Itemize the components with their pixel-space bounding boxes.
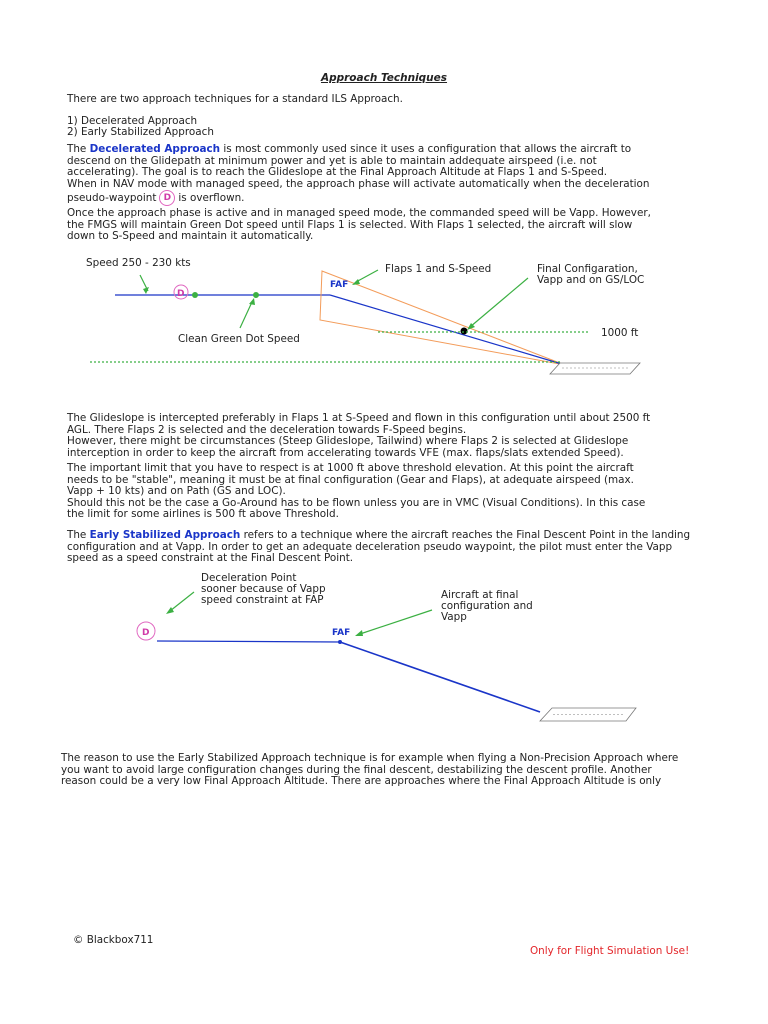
list-item: 2) Early Stabilized Approach (67, 126, 214, 138)
para-prefix: The (67, 529, 90, 541)
decel-point-label: speed constraint at FAP (201, 594, 324, 606)
list-item: 1) Decelerated Approach (67, 115, 198, 127)
para-text: reason could be a very low Final Approach Altitude. There are approaches where the Final Approach Altitude is only (61, 775, 662, 788)
para-text: configuration and at Vapp. In order to get an adequate deceleration pseudo waypoint, the pilot must enter the Vapp (67, 540, 673, 553)
faf-label: FAF (332, 628, 351, 638)
para-text: is overflown. (178, 192, 245, 205)
reason-paragraph (61, 753, 711, 788)
green-dot-marker (253, 292, 259, 298)
para-text: you want to avoid large configuration changes during the final descent, destabilizing the descent profile. Another (61, 763, 652, 776)
managed-speed-paragraph (67, 208, 703, 243)
copyright-footer: © Blackbox711 (73, 934, 154, 946)
aircraft-arrowhead (355, 630, 363, 636)
para-text: Should this not be the case a Go-Around has to be flown unless you are in VMC (Visual Conditions). In this case (67, 496, 646, 509)
descent-line (340, 642, 540, 712)
para-text: the FMGS will maintain Green Dot speed until Flaps 1 is selected. With Flaps 1 selected, the aircraft will slow (67, 218, 633, 231)
flaps-arrow (356, 270, 378, 282)
decelerated-term: Decelerated Approach (89, 143, 221, 155)
waypoint-d-label: D (142, 628, 150, 638)
para-text: interception in order to keep the aircraft from accelerating towards VFE (max. flaps/slats extended Speed). (67, 446, 624, 459)
faf-label: FAF (330, 280, 349, 290)
para-text: is most commonly used since it uses a configuration that allows the aircraft to (220, 143, 632, 155)
decelerated-paragraph (67, 144, 703, 206)
final-config-label: Final Configaration, (537, 263, 638, 275)
early-stabilized-diagram (0, 570, 768, 730)
para-text: needs to be "stable", meaning it must be at final configuration (Gear and Flaps), at adequate airspeed (max. (67, 473, 634, 486)
decel-point-label: Deceleration Point (201, 572, 297, 584)
para-text: descend on the Glidepath at minimum power and yet is able to maintain addequate airspeed (i.e. not (67, 154, 597, 167)
para-text: Vapp + 10 kts) and on Path (GS and LOC). (67, 485, 286, 498)
clean-speed-arrowhead (249, 298, 255, 305)
para-text: refers to a technique where the aircraft reaches the Final Descent Point in the landing (240, 529, 691, 541)
decel-point-label: sooner because of Vapp (201, 583, 326, 595)
para-text: speed as a speed constraint at the Final Descent Point. (67, 552, 354, 565)
para-text: The reason to use the Early Stabilized Approach technique is for example when flying a Non-Precision Approach where (61, 752, 679, 764)
aircraft-config-label: Aircraft at final (441, 589, 519, 601)
para-text: pseudo-waypoint (67, 192, 157, 205)
altitude-label: 1000 ft (601, 327, 639, 339)
glidepath-line (330, 295, 565, 365)
disclaimer-footer: Only for Flight Simulation Use! (530, 945, 690, 957)
clean-speed-arrow (240, 302, 252, 328)
flaps-label: Flaps 1 and S-Speed (385, 263, 492, 275)
aircraft-arrow (360, 610, 432, 634)
para-text: AGL. There Flaps 2 is selected and the deceleration towards F-Speed begins. (67, 423, 467, 436)
runway (550, 363, 640, 374)
final-config-arrow (470, 278, 528, 327)
page-title: Approach Techniques (320, 72, 448, 84)
para-text: The Glideslope is intercepted preferably in Flaps 1 at S-Speed and flown in this configuration until about 2500 ft (67, 412, 651, 424)
clean-speed-label: Clean Green Dot Speed (178, 333, 300, 345)
para-prefix: The (67, 143, 90, 155)
aircraft-config-label: Vapp (441, 611, 467, 623)
para-text: down to S-Speed and maintain it automatically. (67, 230, 314, 243)
decel-arrow (170, 592, 194, 611)
para-text: accelerating). The goal is to reach the Glideslope at the Final Approach Altitude at Flaps 1 and S-Speed. (67, 166, 608, 179)
intro-text: There are two approach techniques for a standard ILS Approach. (67, 93, 403, 105)
glideslope-paragraph (67, 413, 703, 459)
para-text: Once the approach phase is active and in managed speed mode, the commanded speed will be Vapp. However, (67, 207, 651, 219)
early-stabilized-term: Early Stabilized Approach (89, 529, 241, 541)
level-flight-line (157, 641, 340, 642)
para-text: When in NAV mode with managed speed, the approach phase will activate automatically when the deceleration (67, 177, 650, 190)
para-text: the limit for some airlines is 500 ft above Threshold. (67, 508, 339, 521)
aircraft-config-label: configuration and (441, 600, 533, 612)
green-dot-marker (192, 292, 198, 298)
decelerated-approach-diagram (0, 250, 768, 390)
speed-label: Speed 250 - 230 kts (86, 257, 191, 269)
waypoint-d-label: D (177, 289, 185, 299)
stable-limit-paragraph (67, 463, 703, 521)
para-text: The important limit that you have to respect is at 1000 ft above threshold elevation. At this point the aircraft (67, 462, 634, 474)
final-config-label: Vapp and on GS/LOC (537, 274, 645, 286)
stabilized-point-marker (461, 328, 468, 335)
glideslope-cone (320, 271, 565, 365)
para-text: However, there might be circumstances (Steep Glideslope, Tailwind) where Flaps 2 is selected at Glideslope (67, 435, 629, 448)
early-stabilized-paragraph (67, 530, 703, 565)
faf-marker (338, 640, 342, 644)
waypoint-d-icon: D (159, 190, 175, 206)
